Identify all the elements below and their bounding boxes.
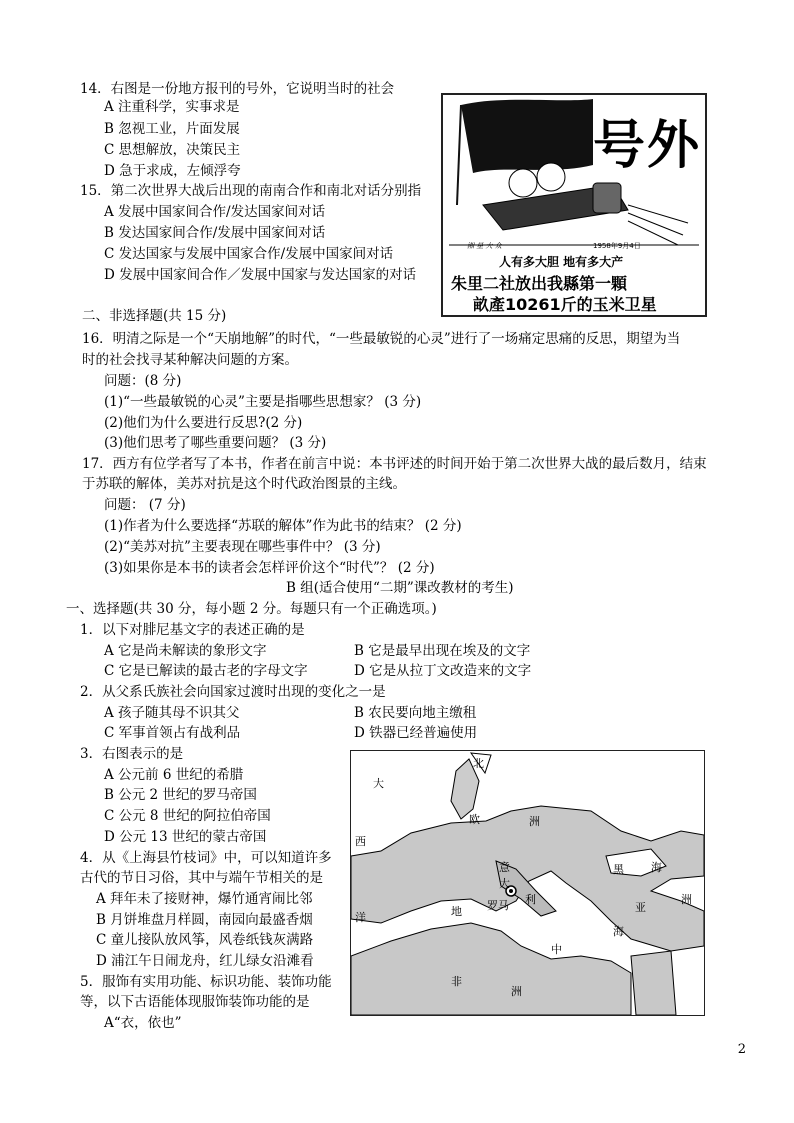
b3-option-d: D 公元 13 世纪的蒙古帝国 xyxy=(104,829,267,845)
q14-option-c: C 思想解放，决策民主 xyxy=(104,142,241,158)
map-label-med-2: 中 xyxy=(551,943,562,956)
map-label-africa-1: 非 xyxy=(451,975,462,988)
b3-option-a: A 公元前 6 世纪的希腊 xyxy=(104,767,244,783)
figure-head-2 xyxy=(537,163,565,191)
map-label-atlantic-3: 洋 xyxy=(355,911,366,924)
q17-part-1: (1)作者为什么要选择“苏联的解体”作为此书的结束？ (2 分) xyxy=(104,518,462,534)
map-label-europe-1: 欧 xyxy=(469,813,480,826)
europe-shape xyxy=(351,806,704,951)
b4-line-1: 4．从《上海县竹枝词》中，可以知道许多 xyxy=(80,850,332,866)
b4-option-d: D 浦江午日闹龙舟，红儿绿女沿滩看 xyxy=(96,953,314,969)
q17-part-3: (3)如果你是本书的读者会怎样评价这个“时代”？ (2 分) xyxy=(104,560,435,576)
map-label-europe-2: 洲 xyxy=(529,815,540,828)
q16-part-3: (3)他们思考了哪些重要问题？ (3 分) xyxy=(104,435,327,451)
flag-pole xyxy=(457,105,461,205)
map-label-med-1: 地 xyxy=(451,905,462,918)
b3-option-b: B 公元 2 世纪的罗马帝国 xyxy=(104,787,257,803)
roman-empire-map xyxy=(350,750,705,1016)
map-label-italy-1: 意 xyxy=(499,861,510,874)
b2-option-d: D 铁器已经普遍使用 xyxy=(354,725,478,741)
q15-option-d: D 发展中国家间合作／发展中国家与发达国家的对话 xyxy=(104,267,417,283)
q16-part-1: (1)“一些最敏锐的心灵”主要是指哪些思想家？ (3 分) xyxy=(104,394,422,410)
africa-shape xyxy=(351,923,631,1015)
b2-option-a: A 孩子随其母不识其父 xyxy=(104,705,240,721)
banner-text: 号外 xyxy=(593,115,702,176)
q15-option-c: C 发达国家与发展中国家合作/发展中国家间对话 xyxy=(104,246,394,262)
headline-line-1: 朱里二社放出我縣第一顆 xyxy=(451,274,628,293)
b5-line-1: 5．服饰有实用功能、标识功能、装饰功能 xyxy=(80,974,332,990)
q15-option-a: A 发展中国家间合作/发达国家间对话 xyxy=(104,204,326,220)
map-label-atlantic-1: 大 xyxy=(373,777,384,790)
b1-option-c: C 它是已解读的最古老的字母文字 xyxy=(104,663,308,679)
newspaper-date: 1958年9月4日 xyxy=(593,242,641,250)
slogan: 人有多大胆 地有多大产 xyxy=(499,255,624,269)
q17-part-2: (2)“美苏对抗”主要表现在哪些事件中？ (3 分) xyxy=(104,539,381,555)
q14-option-d: D 急于求成，左倾浮夸 xyxy=(104,163,241,179)
q17-line-1: 17．西方有位学者写了本书，作者在前言中说：本书评述的时间开始于第二次世界大战的最后数月，结束 xyxy=(82,456,707,472)
b1-option-a: A 它是尚未解读的象形文字 xyxy=(104,643,267,659)
egypt-shape xyxy=(631,951,676,1015)
b1-option-b: B 它是最早出现在埃及的文字 xyxy=(354,643,531,659)
newspaper-extra-figure xyxy=(441,93,707,317)
page-number: 2 xyxy=(737,1042,746,1057)
q14-option-a: A 注重科学，实事求是 xyxy=(104,99,240,115)
group-b-title: B 组(适合使用“二期”课改教材的考生) xyxy=(286,580,514,596)
map-label-north: 北 xyxy=(473,757,484,770)
map-label-africa-2: 洲 xyxy=(511,985,522,998)
b2-option-b: B 农民要向地主缴租 xyxy=(354,705,477,721)
map-label-black-sea-1: 黑 xyxy=(613,863,624,876)
map-label-black-sea-2: 海 xyxy=(651,861,662,874)
section-2-title: 二、非选择题(共 15 分) xyxy=(82,308,227,324)
map-label-rome: 罗马 xyxy=(487,899,509,912)
map-drawing xyxy=(351,751,704,1015)
map-label-asia-1: 亚 xyxy=(635,901,646,914)
map-label-italy-3: 利 xyxy=(525,893,536,906)
b5-line-2: 等，以下古语能体现服饰装饰功能的是 xyxy=(80,994,310,1010)
flag-shape xyxy=(461,99,593,173)
map-label-med-3: 海 xyxy=(613,925,624,938)
section-b1-title: 一、选择题(共 30 分，每小题 2 分。每题只有一个正确选项。) xyxy=(66,601,437,617)
q16-line-1: 16．明清之际是一个“天崩地解”的时代，“一些最敏锐的心灵”进行了一场痛定思痛的反思，期望为当 xyxy=(82,331,681,347)
b3-stem: 3．右图表示的是 xyxy=(80,746,184,762)
b1-option-d: D 它是从拉丁文改造来的文字 xyxy=(354,663,532,679)
motion-line xyxy=(628,205,688,223)
masthead: 湘 星 大 众 xyxy=(467,242,502,250)
headline-line-2: 畝產10261斤的玉米卫星 xyxy=(473,295,657,314)
q14-stem: 14．右图是一份地方报刊的号外，它说明当时的社会 xyxy=(80,81,395,97)
b4-option-b: B 月饼堆盘月样圆，南园向最盛香烟 xyxy=(96,912,313,928)
b4-line-2: 古代的节日习俗，其中与端午节相关的是 xyxy=(80,870,323,886)
q16-line-2: 时的社会找寻某种解决问题的方案。 xyxy=(82,352,298,368)
q16-prompt: 问题：(8 分) xyxy=(104,373,182,389)
map-label-italy-2: 大 xyxy=(499,877,510,890)
q15-option-b: B 发达国家间合作/发展中国家间对话 xyxy=(104,225,326,241)
b2-stem: 2．从父系氏族社会向国家过渡时出现的变化之一是 xyxy=(80,684,386,700)
q17-prompt: 问题： (7 分) xyxy=(104,497,186,513)
q15-stem: 15．第二次世界大战后出现的南南合作和南北对话分别指 xyxy=(80,183,422,199)
motion-line xyxy=(628,213,683,235)
b4-option-a: A 拜年未了接财神，爆竹通宵闹比邻 xyxy=(96,891,313,907)
b4-option-c: C 童儿接队放风筝，风卷纸钱灰满路 xyxy=(96,932,314,948)
q17-line-2: 于苏联的解体，美苏对抗是这个时代政治图景的主线。 xyxy=(82,476,406,492)
figure-head-1 xyxy=(509,169,537,197)
b1-stem: 1．以下对腓尼基文字的表述正确的是 xyxy=(80,622,305,638)
q16-part-2: (2)他们为什么要进行反思?(2 分) xyxy=(104,415,303,431)
b2-option-c: C 军事首领占有战利品 xyxy=(104,725,241,741)
q14-option-b: B 忽视工业，片面发展 xyxy=(104,121,240,137)
b5-option-a: A“衣，依也” xyxy=(104,1015,182,1031)
rocket-barrel xyxy=(593,183,621,213)
b3-option-c: C 公元 8 世纪的阿拉伯帝国 xyxy=(104,808,271,824)
map-label-atlantic-2: 西 xyxy=(355,835,366,848)
map-label-asia-2: 洲 xyxy=(681,893,692,906)
